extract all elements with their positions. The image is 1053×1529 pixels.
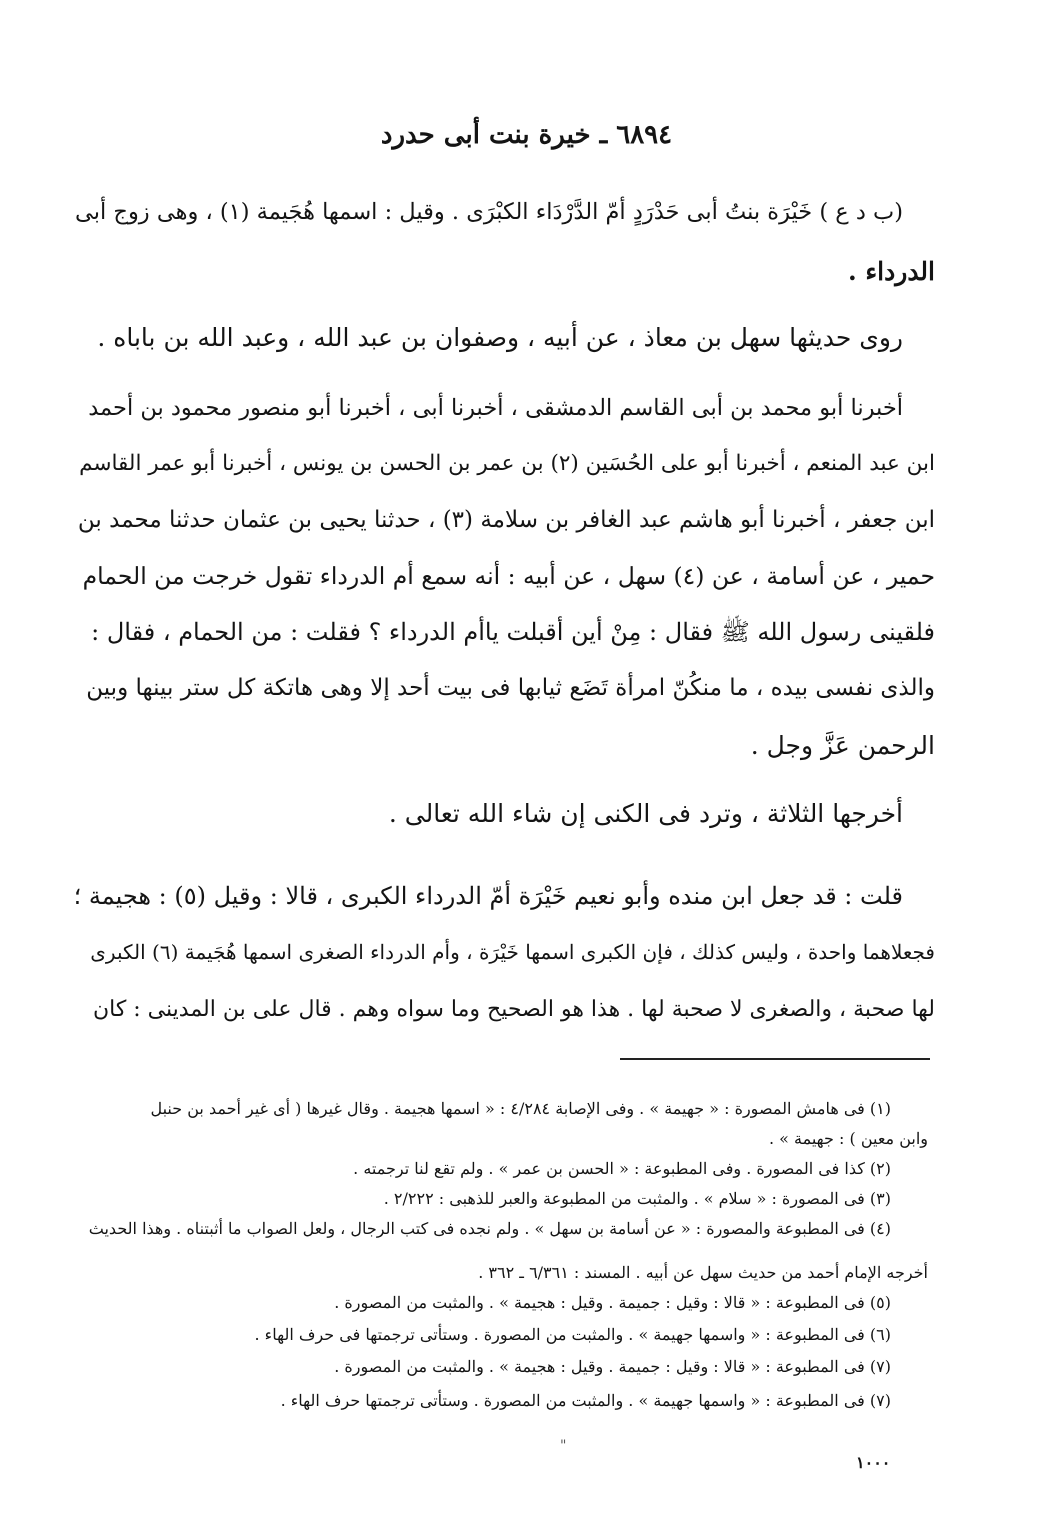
footnote-line: (٣) فى المصورة : « سلام » . والمثبت من المطبوعة والعبر للذهبى : ٢/٢٢٢ . [383,1189,891,1208]
footnote-line: (٢) كذا فى المصورة . وفى المطبوعة : « الحسن بن عمر » . ولم تقع لنا ترجمته . [353,1159,891,1178]
footnote-separator [620,1058,930,1060]
intro-line: الدرداء . [848,257,935,286]
entry-title: ٦٨٩٤ ـ خيرة بنت أبى حدرد [380,120,673,150]
note-line: قلت : قد جعل ابن منده وأبو نعيم خَيْرَة أمّ الدرداء الكبرى ، قالا : وقيل (٥) : هجيمة ؛ [73,882,903,910]
page-number: ١٠٠٠ [856,1453,891,1472]
hadith-line: فلقينى رسول الله ﷺ فقال : مِنْ أين أقبلت ياأم الدرداء ؟ فقلت : من الحمام ، فقال : [91,618,935,646]
hadith-line: الرحمن عَزَّ وجل . [750,731,935,760]
hadith-line: والذى نفسى بيده ، ما منكُنّ امرأة تَضَع ثيابها فى بيت أحد إلا وهى هاتكة كل ستر بينها وبين [86,675,935,701]
footnote-line: (٤) فى المطبوعة والمصورة : « عن أسامة بن سهل » . ولم نجده فى كتب الرجال ، ولعل الصواب ما أثبتناه . وهذا الحديث [88,1219,891,1238]
hadith-line: ابن جعفر ، أخبرنا أبو هاشم عبد الغافر بن سلامة (٣) ، حدثنا يحيى بن عثمان حدثنا محمد بن [77,507,935,533]
footnote-line: (٧) فى المطبوعة : « واسمها جهيمة » . والمثبت من المصورة . وستأتى ترجمتها حرف الهاء . [280,1391,891,1410]
footnote-line: (٦) فى المطبوعة : « واسمها جهيمة » . والمثبت من المصورة . وستأتى ترجمتها فى حرف الهاء . [254,1325,891,1344]
footnote-line: (٥) فى المطبوعة : « قالا : وقيل : جميمة . وقيل : هجيمة » . والمثبت من المصورة . [334,1293,891,1312]
hadith-line: حمير ، عن أسامة ، عن (٤) سهل ، عن أبيه : أنه سمع أم الدرداء تقول خرجت من الحمام [82,562,935,590]
footnote-line: (١) فى هامش المصورة : « جهيمة » . وفى الإصابة ٤/٢٨٤ : « اسمها هجيمة . وقال غيرها ( أى غير أحمد بن حنبل [150,1099,891,1118]
hadith-line: أخبرنا أبو محمد بن أبى القاسم الدمشقى ، أخبرنا أبى ، أخبرنا أبو منصور محمود بن أحمد [88,395,903,421]
scan-mark: " [560,1438,567,1454]
takhrij-paragraph: أخرجها الثلاثة ، وترد فى الكنى إن شاء الله تعالى . [388,799,903,828]
footnote-line: أخرجه الإمام أحمد من حديث سهل عن أبيه . المسند : ٦/٣٦١ ـ ٣٦٢ . [478,1263,928,1282]
note-line: لها صحبة ، والصغرى لا صحبة لها . هذا هو الصحيح وما سواه وهم . قال على بن المدينى : كان [92,997,935,1022]
hadith-line: ابن عبد المنعم ، أخبرنا أبو على الحُسَين (٢) بن عمر بن الحسن بن يونس ، أخبرنا أبو عمر القاسم [79,451,935,476]
footnote-line: (٧) فى المطبوعة : « قالا : وقيل : جميمة . وقيل : هجيمة » . والمثبت من المصورة . [334,1357,891,1376]
footnote-line: وابن معين ) : جهيمة » . [768,1129,928,1148]
intro-line: (ب د ع ) خَيْرَة بنتُ أبى حَدْرَدٍ أمّ الدَّرْدَاء الكبْرَى . وقيل : اسمها هُجَيمة (١) ، وهى زوج أبى [75,199,903,225]
narrators-paragraph: روى حديثها سهل بن معاذ ، عن أبيه ، وصفوان بن عبد الله ، وعبد الله بن باباه . [97,323,903,352]
note-line: فجعلاهما واحدة ، وليس كذلك ، فإن الكبرى اسمها خَيْرَة ، وأم الدرداء الصغرى اسمها هُجَيمة (٦) الكبرى [90,940,935,964]
